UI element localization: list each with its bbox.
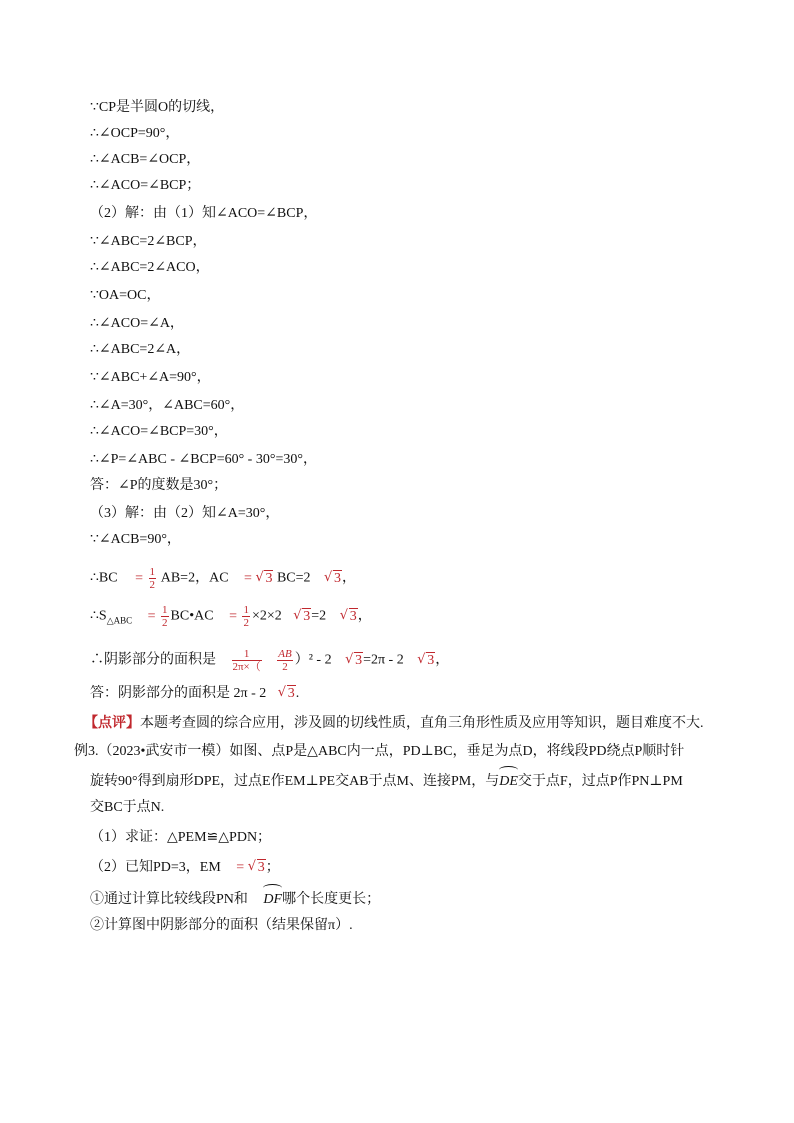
solution-line: （2）解：由（1）知∠ACO=∠BCP，: [90, 206, 318, 221]
arc-df: DF: [263, 888, 282, 910]
solution-line: 答：∠P的度数是30°；: [90, 478, 228, 493]
sqrt-three: √ 3: [248, 858, 266, 878]
fraction-half-pi: $\frac{1}{2\pi\times(}$: [232, 648, 261, 673]
solution-line: （3）解：由（2）知∠A=30°，: [90, 506, 280, 521]
formula-bc-line: ∴BC = $\frac{1}{2}$ AB=2，AC = √ 3 BC=2 √ 3，: [90, 566, 356, 591]
solution-line: ∵CP是半圆O的切线，: [90, 100, 225, 115]
sqrt-three: √ 3: [340, 607, 358, 627]
solution-line: ∴∠ABC=2∠A，: [90, 342, 191, 357]
example-line-1: 例3.（2023•武安市一模）如图、点P是△ABC内一点，PD⊥BC，垂足为点D，将线段PD绕点P顺时针: [74, 744, 685, 759]
sqrt-three: √ 3: [324, 569, 342, 589]
solution-line: ∵∠ABC=2∠BCP，: [90, 234, 207, 249]
solution-line: ∴∠ACO=∠A，: [90, 316, 184, 331]
sqrt-three: √ 3: [417, 651, 435, 671]
solution-line: ∵OA=OC，: [90, 288, 161, 303]
solution-line: ∴∠A=30°，∠ABC=60°，: [90, 398, 245, 413]
comment-line: [84, 714, 704, 734]
formula-area-line: $\therefore S_{\triangle ABC}$ = $\frac{1}{2}$ BC•AC = $\frac{1}{2}$ ×2×2 √ 3=2 √ 3，: [90, 604, 372, 631]
example-line-3: 交BC于点N.: [90, 800, 165, 815]
formula-bc-tail: AB=2，AC: [160, 570, 229, 586]
question-2: （2）已知PD=3，EM = √ 3；: [90, 858, 280, 878]
formula-bc-prefix: ∴BC: [90, 570, 118, 586]
equals-sign: =: [135, 570, 143, 586]
comment-text: 本题考查圆的综合应用，涉及圆的切线性质，直角三角形性质及应用等知识，题目难度不大.: [140, 716, 704, 731]
solution-line: ∵∠ABC+∠A=90°，: [90, 370, 211, 385]
solution-line: ∴∠OCP=90°，: [90, 126, 180, 141]
fraction-ab-over-2: $\frac{AB}{2}$: [278, 648, 292, 673]
sqrt-three: √ 3: [278, 684, 296, 704]
sqrt-three: √ 3: [293, 607, 311, 627]
fraction-half: $\frac{1}{2}$: [243, 604, 249, 629]
answer-line: 答：阴影部分的面积是 2π - 2 √ 3.: [90, 684, 299, 704]
sqrt-three: √ 3: [255, 569, 273, 589]
solution-line: ∴∠ACB=∠OCP，: [90, 152, 201, 167]
formula-shadow-line: ∴阴影部分的面积是 $\frac{1}{2\pi\times(}$ $\frac{AB}{2}$ ）² - 2 √ 3=2π - 2 √ 3，: [90, 648, 449, 673]
solution-line: ∴∠ACO=∠BCP；: [90, 178, 201, 193]
question-2-2: ②计算图中阴影部分的面积（结果保留π）.: [90, 918, 353, 933]
comment-badge: 【点评】: [84, 716, 140, 731]
solution-line: ∴∠ACO=∠BCP=30°，: [90, 424, 228, 439]
example-line-2: 旋转90°得到扇形DPE，过点E作EM⊥PE交AB于点M、连接PM，与DE交于点F，过点P作PN⊥PM: [90, 770, 683, 792]
solution-line: ∵∠ACB=90°，: [90, 532, 181, 547]
fraction-half: $\frac{1}{2}$: [149, 566, 155, 591]
question-1: （1）求证：△PEM≌△PDN；: [90, 830, 272, 845]
question-2-1: ①通过计算比较线段PN和 DF哪个长度更长；: [90, 888, 380, 910]
solution-line: ∴∠ABC=2∠ACO，: [90, 260, 210, 275]
solution-line: ∴∠P=∠ABC - ∠BCP=60° - 30°=30°，: [90, 452, 317, 467]
sqrt-three: √ 3: [345, 651, 363, 671]
arc-de: DE: [499, 770, 518, 792]
fraction-half: $\frac{1}{2}$: [162, 604, 168, 629]
